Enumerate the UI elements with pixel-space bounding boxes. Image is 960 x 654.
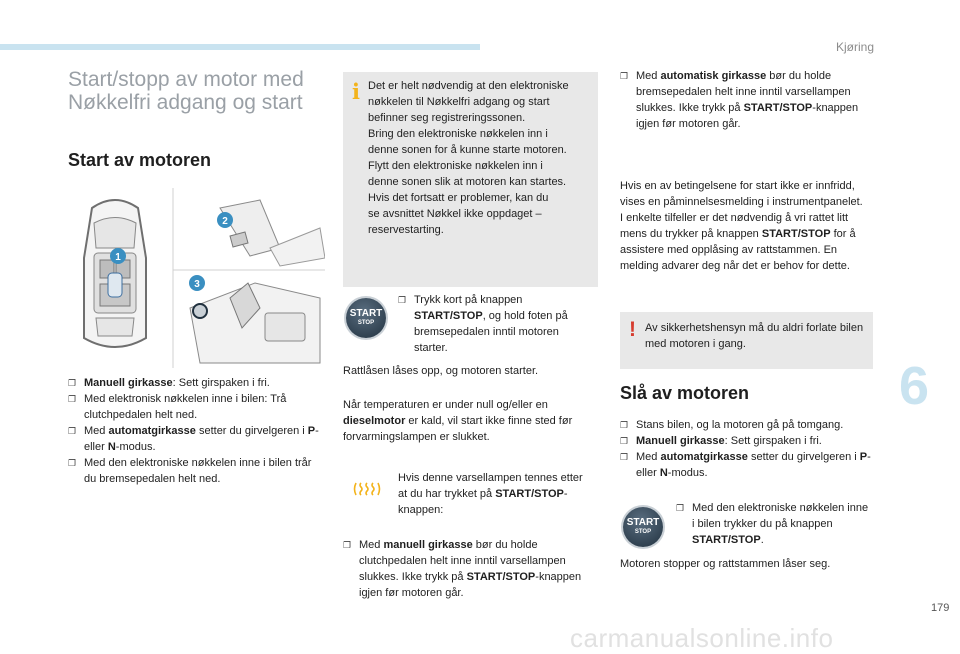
page-title-line-2: Nøkkelfri adgang og start <box>68 91 303 114</box>
page-title <box>68 68 338 114</box>
list-item: ❐ Med den elektroniske nøkkelen inne i bilen trår du bremsepedalen helt ned. <box>68 457 312 485</box>
checkbox-icon: ❐ <box>620 452 629 462</box>
checkbox-icon: ❐ <box>68 458 77 468</box>
callout-1-label: 1 <box>115 252 121 263</box>
list-item: ❐ Med automatgirkasse setter du girvelgeren i P- eller N-modus. <box>68 425 319 453</box>
page-title-line-1: Start/stopp av motor med <box>68 68 304 91</box>
list-item: ❐ Med automatgirkasse setter du girvelgeren i P- eller N-modus. <box>620 451 871 479</box>
start-bullet-list <box>68 375 323 487</box>
temperature-text: Når temperaturen er under null og/eller en dieselmotor er kald, vil start ikke finne sted før forvarmingslampen er slukket. <box>343 399 573 443</box>
header-accent-bar <box>0 44 480 50</box>
warning-text: Av sikkerhetshensyn må du aldri forlate bilen med motoren i gang. <box>645 322 864 350</box>
list-item: ❐ Med elektronisk nøkkelen inne i bilen: Trå clutchpedalen helt ned. <box>68 393 287 421</box>
info-icon: i <box>352 79 360 104</box>
page-number: 179 <box>931 602 950 614</box>
callout-2-label: 2 <box>222 216 228 227</box>
warning-box <box>620 312 873 369</box>
checkbox-icon: ❐ <box>620 420 629 430</box>
auto-gearbox-text: ❐ Med automatisk girkasse bør du holde bremsepedalen helt inne inntil varsellampen slukkes. Ikke trykk på START/STOP-knappen igjen før motoren går. <box>620 70 859 130</box>
checkbox-icon: ❐ <box>620 71 629 81</box>
steering-lock-text: Rattlåsen låses opp, og motoren starter. <box>343 365 539 377</box>
checkbox-icon: ❐ <box>68 426 77 436</box>
start-stop-button-icon-2: START STOP <box>623 507 663 547</box>
checkbox-icon: ❐ <box>68 394 77 404</box>
stop-press-instruction: ❐ Med den elektroniske nøkkelen inne i bilen trykker du på knappen START/STOP. <box>676 502 869 546</box>
list-item: ❐ Manuell girkasse: Sett girspaken i fri. <box>68 377 270 389</box>
info-box <box>343 72 598 287</box>
checkbox-icon: ❐ <box>676 503 685 513</box>
callout-3 <box>189 275 205 291</box>
manual-gearbox-text: ❐ Med manuell girkasse bør du holde clutchpedalen helt inne inntil varsellampen slukkes. Ikke trykk på START/STOP-knappen igjen før motoren går. <box>343 539 582 599</box>
callout-2 <box>217 212 233 228</box>
list-item: ❐ Manuell girkasse: Sett girspaken i fri. <box>620 435 822 447</box>
callout-1 <box>110 248 126 264</box>
lamp-text: Hvis denne varsellampen tennes etter at du har trykket på START/STOP-knappen: <box>398 472 583 516</box>
chapter-number: 6 <box>899 356 930 416</box>
stop-bullet-list <box>620 417 875 481</box>
watermark: carmanualsonline.info <box>570 623 834 653</box>
checkbox-icon: ❐ <box>398 295 407 305</box>
callout-3-label: 3 <box>194 279 200 290</box>
preheat-lamp-icon <box>353 481 381 497</box>
checkbox-icon: ❐ <box>343 540 352 550</box>
checkbox-icon: ❐ <box>620 436 629 446</box>
stop-heading: Slå av motoren <box>620 383 750 403</box>
final-text: Motoren stopper og rattstammen låser seg. <box>620 558 831 570</box>
checkbox-icon: ❐ <box>68 378 77 388</box>
conditions-text: Hvis en av betingelsene for start ikke er innfridd, vises en påminnelsesmelding i instrumentpanelet. I enkelte tilfeller er det nødvendig å vri rattet litt mens du trykker på knappen START/STOP for å assistere med opplåsing av rattstammen. En melding advarer deg når det er behov for dette. <box>620 180 863 272</box>
car-illustration <box>70 188 325 368</box>
section-label: Kjøring <box>835 40 874 54</box>
start-heading: Start av motoren <box>68 150 212 170</box>
start-stop-button-icon: START STOP <box>346 298 386 338</box>
warning-icon: ! <box>629 318 636 341</box>
press-start-instruction: ❐ Trykk kort på knappen START/STOP, og hold foten på bremsepedalen inntil motoren starter. <box>398 294 568 354</box>
list-item: ❐ Stans bilen, og la motoren gå på tomgang. <box>620 419 844 431</box>
info-box-text: Det er helt nødvendig at den elektroniske nøkkelen til Nøkkelfri adgang og start befinner seg registreringssonen. Bring den elektroniske nøkkelen inn i denne sonen for å kunne starte motoren. Flytt den elektroniske nøkkelen inn i denne sonen slik at motoren kan startes. Hvis det fortsatt er problemer, kan du se avsnittet Nøkkel ikke oppdaget – reservestarting. <box>368 80 569 236</box>
